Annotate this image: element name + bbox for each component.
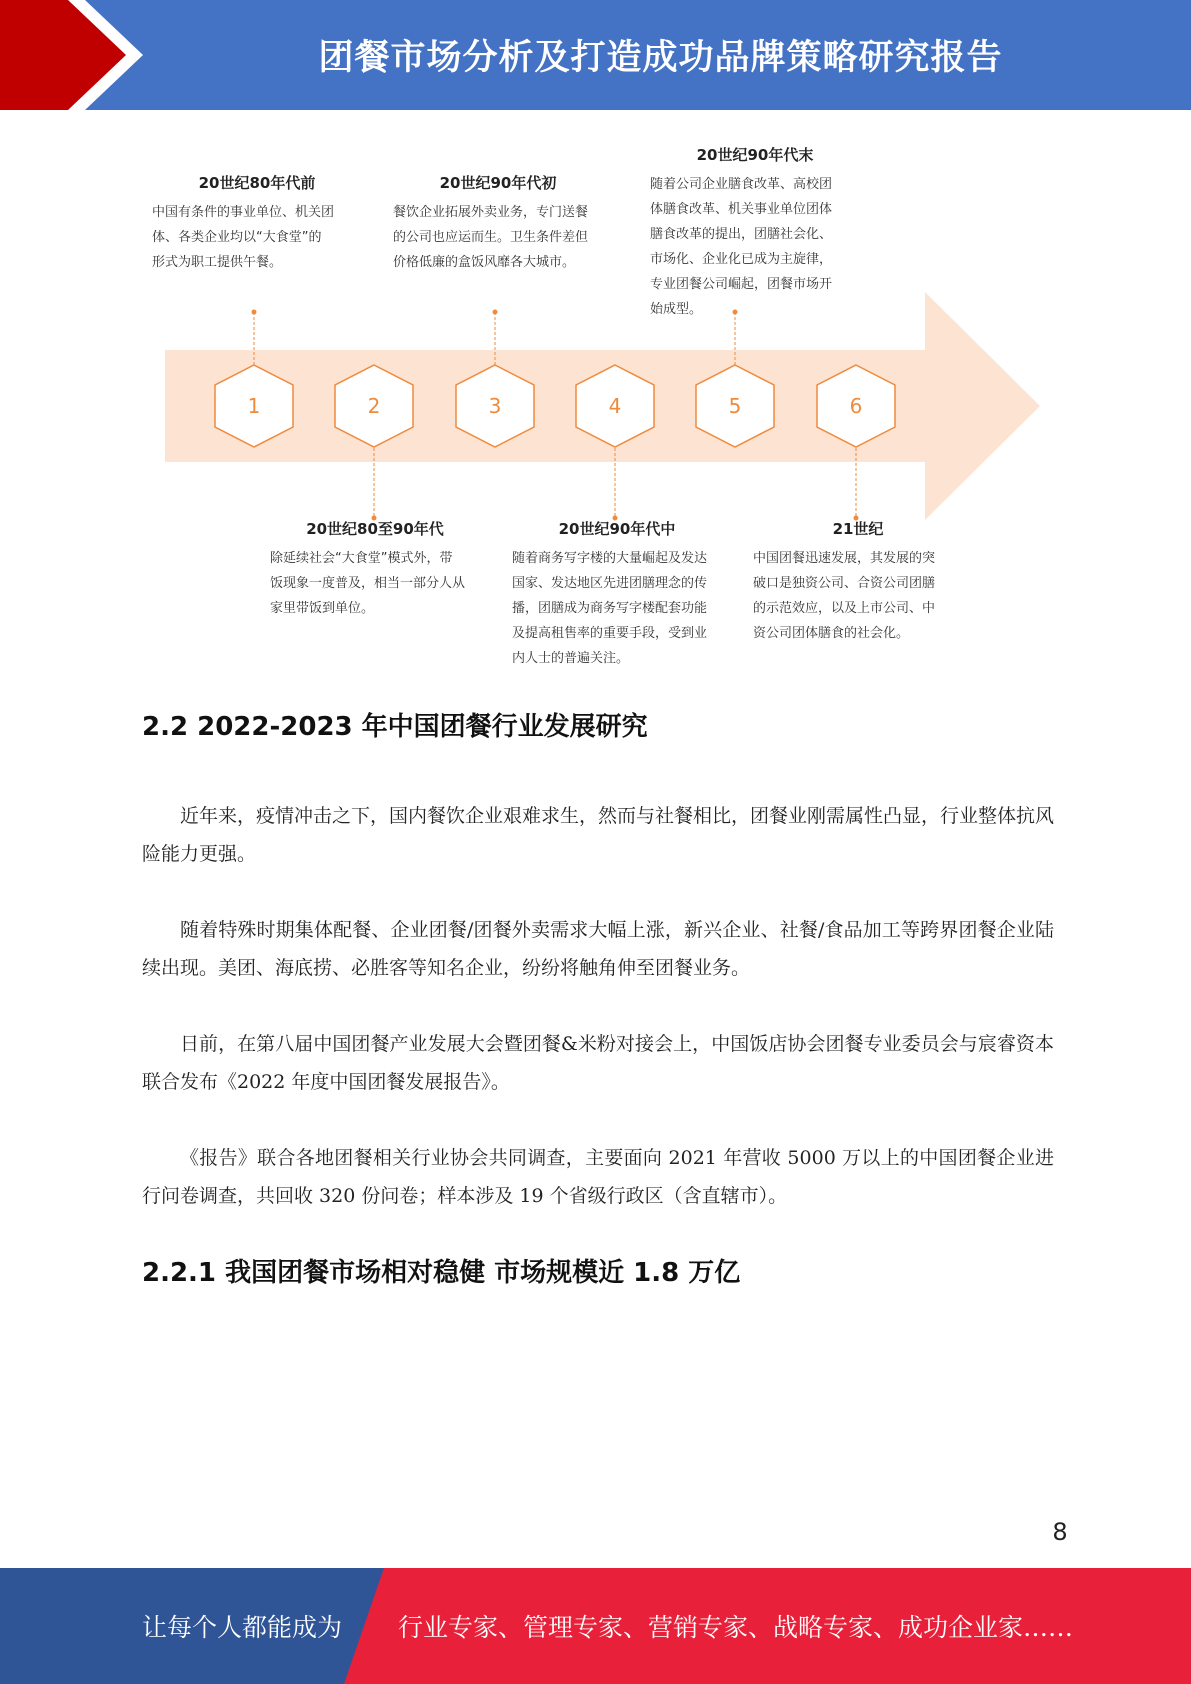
event-title: 20世纪90年代初 bbox=[439, 174, 557, 192]
history-timeline bbox=[0, 110, 1191, 690]
timeline-event-3 bbox=[393, 172, 603, 275]
step-number: 2 bbox=[367, 394, 381, 418]
timeline-event-1 bbox=[152, 172, 362, 275]
event-title: 20世纪80至90年代 bbox=[306, 520, 444, 538]
page-number: 8 bbox=[1052, 1518, 1068, 1546]
section-heading: 2.2 2022-2023 年中国团餐行业发展研究 bbox=[142, 712, 648, 742]
header-arrow-decoration bbox=[0, 0, 150, 110]
paragraph: 近年来，疫情冲击之下，国内餐饮企业艰难求生，然而与社餐相比，团餐业刚需属性凸显，行业整体抗风险能力更强。 bbox=[142, 805, 1055, 865]
event-title: 20世纪80年代前 bbox=[198, 174, 316, 192]
event-title: 20世纪90年代末 bbox=[696, 146, 814, 164]
event-title: 20世纪90年代中 bbox=[558, 520, 676, 538]
paragraph: 《报告》联合各地团餐相关行业协会共同调查，主要面向 2021 年营收 5000 万以上的中国团餐企业进行问卷调查，共回收 320 份问卷；样本涉及 19 个省级行政区（含直辖市）。 bbox=[142, 1147, 1054, 1207]
paragraph: 日前，在第八届中国团餐产业发展大会暨团餐&米粉对接会上，中国饭店协会团餐专业委员会与宸睿资本联合发布《2022 年度中国团餐发展报告》。 bbox=[142, 1033, 1054, 1093]
paragraph: 随着特殊时期集体配餐、企业团餐/团餐外卖需求大幅上涨，新兴企业、社餐/食品加工等跨界团餐企业陆续出现。美团、海底捞、必胜客等知名企业，纷纷将触角伸至团餐业务。 bbox=[142, 919, 1054, 979]
step-number: 1 bbox=[247, 394, 261, 418]
page-footer bbox=[0, 1568, 1191, 1684]
event-text: 中国有条件的事业单位、机关团 体、各类企业均以“大食堂”的 形式为职工提供午餐。 bbox=[152, 205, 335, 270]
timeline-event-5 bbox=[650, 144, 860, 322]
event-text: 中国团餐迅速发展，其发展的突 破口是独资公司、合资公司团膳 的示范效应，以及上市公司、中 资公司团体膳食的社会化。 bbox=[753, 551, 936, 641]
step-number: 3 bbox=[488, 394, 502, 418]
step-number: 5 bbox=[728, 394, 742, 418]
event-text: 餐饮企业拓展外卖业务，专门送餐 的公司也应运而生。卫生条件差但 价格低廉的盒饭风靡各大城市。 bbox=[393, 205, 589, 270]
subsection-heading: 2.2.1 我国团餐市场相对稳健 市场规模近 1.8 万亿 bbox=[142, 1258, 741, 1288]
timeline-event-2 bbox=[270, 518, 480, 621]
timeline-event-6 bbox=[753, 518, 963, 646]
footer-slogan-left: 让每个人都能成为 bbox=[142, 1613, 343, 1642]
step-number: 4 bbox=[608, 394, 622, 418]
report-title: 团餐市场分析及打造成功品牌策略研究报告 bbox=[318, 38, 1003, 78]
event-text: 随着公司企业膳食改革、高校团 体膳食改革、机关事业单位团体 膳食改革的提出，团膳社会化、 市场化、企业化已成为主旋律， 专业团餐公司崛起，团餐市场开 始成型。 bbox=[650, 177, 833, 317]
step-number: 6 bbox=[849, 394, 863, 418]
event-text: 除延续社会“大食堂”模式外，带 饭现象一度普及，相当一部分人从 家里带饭到单位。 bbox=[270, 551, 466, 616]
timeline-event-4 bbox=[512, 518, 722, 671]
event-title: 21世纪 bbox=[832, 520, 884, 538]
footer-slogan-right: 行业专家、管理专家、营销专家、战略专家、成功企业家…… bbox=[398, 1613, 1074, 1642]
event-text: 随着商务写字楼的大量崛起及发达 国家、发达地区先进团膳理念的传 播，团膳成为商务写字楼配套功能 及提高租售率的重要手段，受到业 内人士的普遍关注。 bbox=[512, 551, 708, 666]
page-header bbox=[0, 0, 1191, 110]
